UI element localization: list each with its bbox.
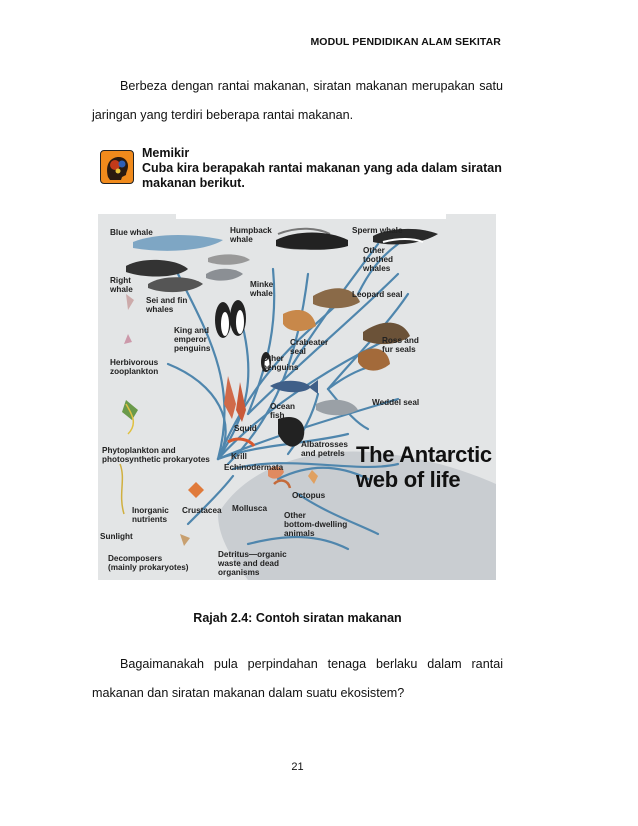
label-mollusca: Mollusca bbox=[232, 504, 268, 513]
thinking-head-icon bbox=[100, 150, 134, 184]
figure-title: The Antarctic web of life bbox=[356, 442, 492, 492]
antarctic-food-web-figure bbox=[98, 214, 496, 580]
label-king-emperor-penguins: King and emperor penguins bbox=[174, 326, 211, 353]
label-other-penguins: Other penguins bbox=[262, 354, 299, 372]
label-ross-fur-seals: Ross and fur seals bbox=[382, 336, 419, 354]
page-header: MODUL PENDIDIKAN ALAM SEKITAR bbox=[310, 36, 501, 48]
label-herbivorous-zooplankton: Herbivorous zooplankton bbox=[110, 358, 159, 376]
label-octopus: Octopus bbox=[292, 491, 326, 500]
label-krill: Krill bbox=[231, 452, 247, 461]
figure-caption: Rajah 2.4: Contoh siratan makanan bbox=[193, 611, 402, 625]
label-humpback-whale: Humpback whale bbox=[230, 226, 272, 244]
paragraph-question-text: Bagaimanakah pula perpindahan tenaga berlaku dalam rantai makanan dan siratan makanan dalam suatu ekosistem? bbox=[92, 657, 503, 700]
label-sperm-whale: Sperm whale bbox=[352, 226, 403, 235]
label-minke-whale: Minke whale bbox=[250, 280, 274, 298]
label-other-toothed-whales: Other toothed whales bbox=[363, 246, 394, 273]
label-squid: Squid bbox=[234, 424, 257, 433]
paragraph-intro-text: Berbeza dengan rantai makanan, siratan makanan merupakan satu jaringan yang terdiri beberapa rantai makanan. bbox=[92, 79, 503, 122]
label-phytoplankton: Phytoplankton and photosynthetic prokaryotes bbox=[102, 446, 210, 464]
label-other-bottom-dwelling: Other bottom-dwelling animals bbox=[284, 511, 348, 538]
paragraph-intro bbox=[92, 72, 503, 130]
think-heading: Memikir bbox=[142, 146, 190, 160]
label-right-whale: Right whale bbox=[110, 276, 133, 294]
label-crabeater-seal: Crabeater seal bbox=[290, 338, 329, 356]
label-ocean-fish: Ocean fish bbox=[270, 402, 296, 420]
label-inorganic-nutrients: Inorganic nutrients bbox=[132, 506, 169, 524]
page-number: 21 bbox=[291, 761, 304, 773]
label-echinodermata: Echinodermata bbox=[224, 463, 284, 472]
label-blue-whale: Blue whale bbox=[110, 228, 153, 237]
paragraph-question bbox=[92, 650, 503, 708]
label-weddel-seal: Weddel seal bbox=[372, 398, 420, 407]
label-albatrosses-petrels: Albatrosses and petrels bbox=[301, 440, 348, 458]
label-leopard-seal: Leopard seal bbox=[352, 290, 403, 299]
label-decomposers: Decomposers (mainly prokaryotes) bbox=[108, 554, 189, 572]
think-question: Cuba kira berapakah rantai makanan yang ada dalam siratan makanan berikut. bbox=[142, 161, 502, 190]
label-crustacea: Crustacea bbox=[182, 506, 222, 515]
label-sunlight: Sunlight bbox=[100, 532, 133, 541]
label-detritus: Detritus—organic waste and dead organisms bbox=[218, 550, 287, 577]
label-sei-fin-whales: Sei and fin whales bbox=[146, 296, 188, 314]
